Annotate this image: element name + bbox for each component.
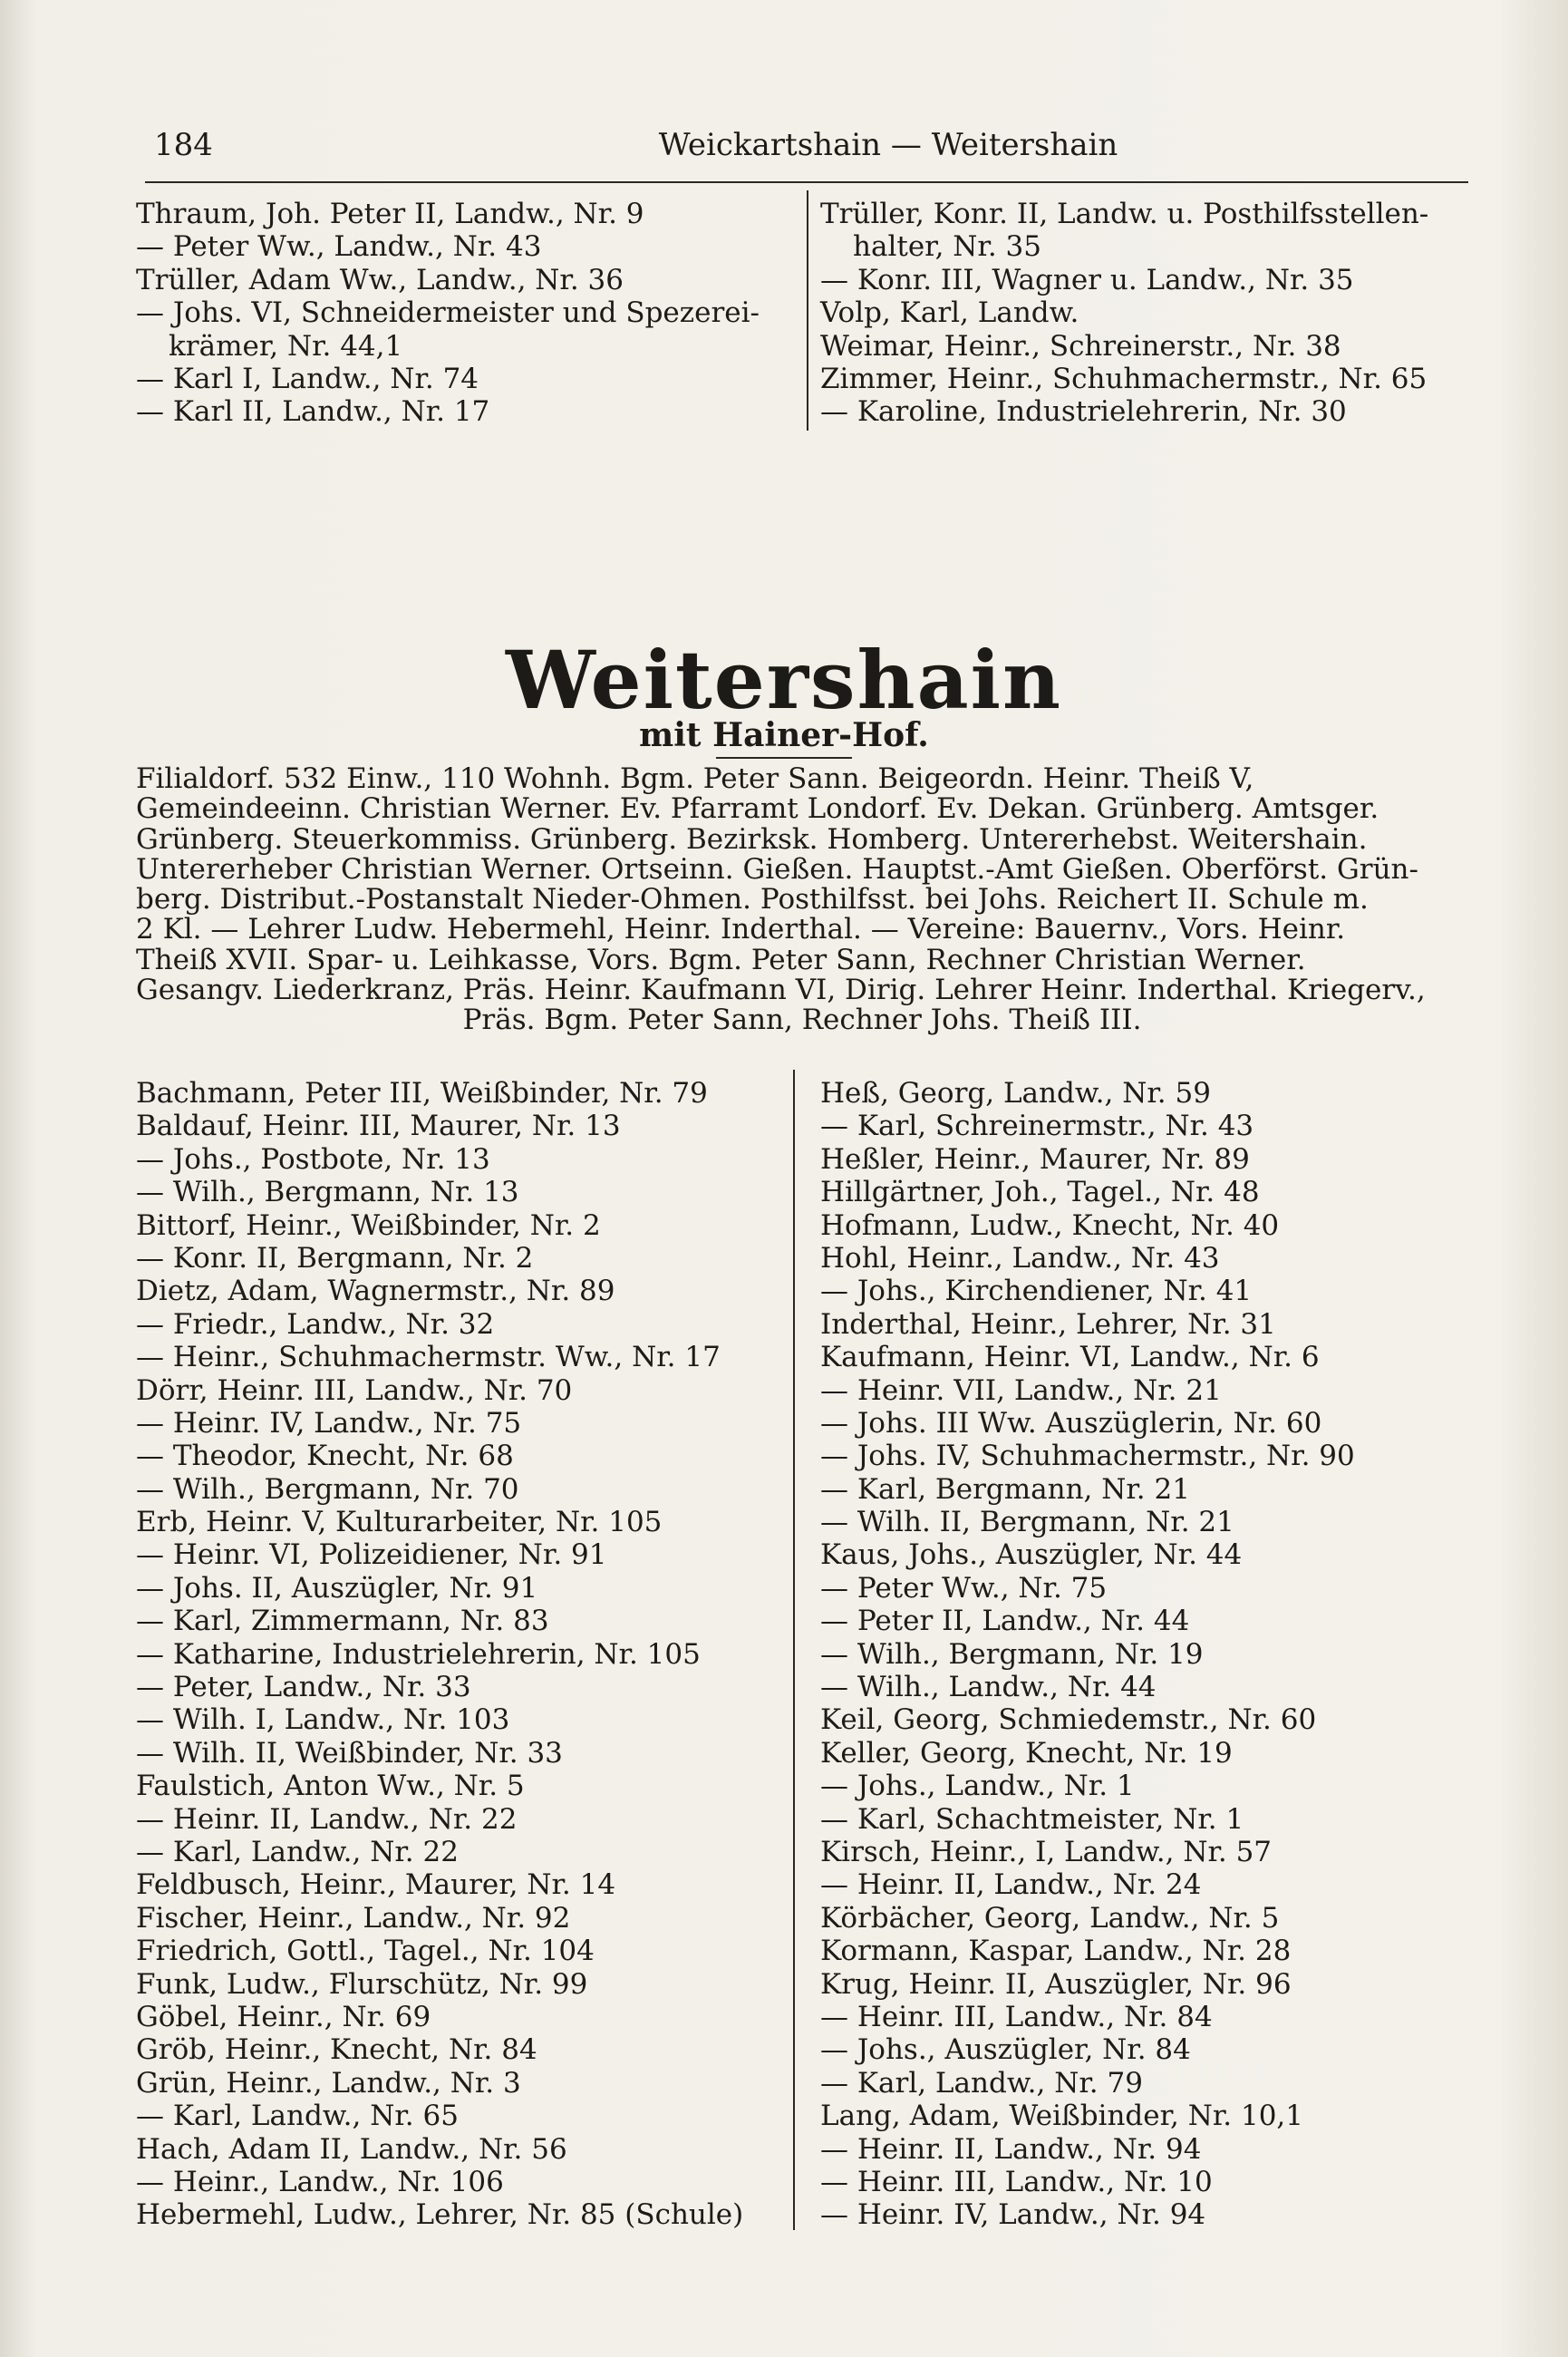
list-item: krämer, Nr. 44,1 bbox=[169, 329, 403, 363]
description-line: Untererheber Christian Werner. Ortseinn. Gießen. Hauptst.-Amt Gießen. Oberförst. Grün- bbox=[136, 854, 1418, 886]
list-item: Kaufmann, Heinr. VI, Landw., Nr. 6 bbox=[820, 1341, 1320, 1374]
list-item: Hofmann, Ludw., Knecht, Nr. 40 bbox=[820, 1208, 1280, 1242]
list-item: Dietz, Adam, Wagnermstr., Nr. 89 bbox=[136, 1275, 615, 1308]
list-item: Thraum, Joh. Peter II, Landw., Nr. 9 bbox=[136, 198, 644, 230]
list-item: Keil, Georg, Schmiedemstr., Nr. 60 bbox=[820, 1703, 1317, 1737]
list-item: — Karoline, Industrielehrerin, Nr. 30 bbox=[820, 395, 1347, 429]
description-line: Theiß XVII. Spar- u. Leihkasse, Vors. Bgm. Peter Sann, Rechner Christian Werner. bbox=[136, 945, 1306, 976]
residents-left-column bbox=[136, 1077, 770, 2232]
list-item: — Karl, Landw., Nr. 79 bbox=[820, 2066, 1143, 2100]
list-item: Heß, Georg, Landw., Nr. 59 bbox=[820, 1077, 1211, 1110]
page-number: 184 bbox=[154, 127, 213, 163]
list-item: — Karl, Schreinermstr., Nr. 43 bbox=[820, 1110, 1254, 1143]
list-item: — Johs., Postbote, Nr. 13 bbox=[136, 1142, 490, 1176]
list-item: — Heinr. III, Landw., Nr. 10 bbox=[820, 2165, 1213, 2198]
description-line: Filialdorf. 532 Einw., 110 Wohnh. Bgm. Peter Sann. Beigeordn. Heinr. Theiß V, bbox=[136, 764, 1254, 795]
list-item: — Karl, Landw., Nr. 22 bbox=[136, 1835, 459, 1868]
section-subtitle: mit Hainer-Hof. bbox=[639, 716, 929, 754]
list-item: Erb, Heinr. V, Kulturarbeiter, Nr. 105 bbox=[136, 1506, 663, 1539]
list-item: — Heinr. II, Landw., Nr. 24 bbox=[820, 1868, 1202, 1902]
list-item: — Karl, Schachtmeister, Nr. 1 bbox=[820, 1802, 1244, 1836]
list-item: Kirsch, Heinr., I, Landw., Nr. 57 bbox=[820, 1835, 1273, 1868]
description-line: Präs. Bgm. Peter Sann, Rechner Johs. Theiß III. bbox=[462, 1005, 1142, 1036]
list-item: Feldbusch, Heinr., Maurer, Nr. 14 bbox=[136, 1868, 616, 1902]
running-title: Weickartshain — Weitershain bbox=[658, 127, 1118, 163]
list-item: — Peter II, Landw., Nr. 44 bbox=[820, 1605, 1190, 1638]
list-item: Gröb, Heinr., Knecht, Nr. 84 bbox=[136, 2033, 537, 2067]
list-item: — Peter, Landw., Nr. 33 bbox=[136, 1671, 471, 1704]
description-line: Grünberg. Steuerkommiss. Grünberg. Bezirksk. Homberg. Untererhebst. Weitershain. bbox=[136, 824, 1368, 855]
list-item: — Wilh., Bergmann, Nr. 19 bbox=[820, 1637, 1204, 1671]
list-item: — Karl, Bergmann, Nr. 21 bbox=[820, 1472, 1190, 1506]
residents-right-column bbox=[820, 1077, 1473, 2232]
list-item: — Heinr. IV, Landw., Nr. 75 bbox=[136, 1406, 522, 1440]
list-item: — Wilh. I, Landw., Nr. 103 bbox=[136, 1703, 510, 1737]
list-item: Trüller, Konr. II, Landw. u. Posthilfsstellen- bbox=[820, 198, 1429, 230]
list-item: halter, Nr. 35 bbox=[853, 230, 1041, 264]
list-item: Faulstich, Anton Ww., Nr. 5 bbox=[136, 1770, 525, 1803]
list-item: Kormann, Kaspar, Landw., Nr. 28 bbox=[820, 1935, 1292, 1968]
list-item: — Peter Ww., Nr. 75 bbox=[820, 1571, 1108, 1605]
list-item: — Heinr. II, Landw., Nr. 94 bbox=[820, 2132, 1202, 2166]
section-title: Weitershain bbox=[505, 633, 1063, 727]
list-item: Funk, Ludw., Flurschütz, Nr. 99 bbox=[136, 1967, 588, 2001]
list-item: Körbächer, Georg, Landw., Nr. 5 bbox=[820, 1901, 1280, 1935]
town-description bbox=[136, 764, 1468, 1036]
list-item: — Karl, Zimmermann, Nr. 83 bbox=[136, 1605, 549, 1638]
list-item: Bittorf, Heinr., Weißbinder, Nr. 2 bbox=[136, 1208, 601, 1242]
list-item: Fischer, Heinr., Landw., Nr. 92 bbox=[136, 1901, 571, 1935]
list-item: — Johs. III Ww. Auszüglerin, Nr. 60 bbox=[820, 1406, 1322, 1440]
list-item: Inderthal, Heinr., Lehrer, Nr. 31 bbox=[820, 1307, 1276, 1341]
list-item: — Johs. II, Auszügler, Nr. 91 bbox=[136, 1571, 538, 1605]
list-item: — Heinr., Landw., Nr. 106 bbox=[136, 2165, 504, 2198]
list-item: — Karl I, Landw., Nr. 74 bbox=[136, 362, 479, 395]
list-item: Lang, Adam, Weißbinder, Nr. 10,1 bbox=[820, 2100, 1304, 2133]
list-item: Göbel, Heinr., Nr. 69 bbox=[136, 2000, 431, 2033]
list-item: Kaus, Johs., Auszügler, Nr. 44 bbox=[820, 1538, 1243, 1572]
list-item: Hebermehl, Ludw., Lehrer, Nr. 85 (Schule) bbox=[136, 2198, 744, 2232]
list-item: — Wilh. II, Bergmann, Nr. 21 bbox=[820, 1506, 1234, 1539]
list-item: — Johs. IV, Schuhmachermstr., Nr. 90 bbox=[820, 1440, 1355, 1473]
list-item: — Wilh., Bergmann, Nr. 70 bbox=[136, 1472, 519, 1506]
list-item: Baldauf, Heinr. III, Maurer, Nr. 13 bbox=[136, 1110, 621, 1143]
list-item: Hillgärtner, Joh., Tagel., Nr. 48 bbox=[820, 1176, 1260, 1209]
list-item: — Johs. VI, Schneidermeister und Spezerei- bbox=[136, 296, 760, 330]
list-item: Trüller, Adam Ww., Landw., Nr. 36 bbox=[136, 263, 624, 296]
description-line: Gesangv. Liederkranz, Präs. Heinr. Kaufmann VI, Dirig. Lehrer Heinr. Inderthal. Kriegerv., bbox=[136, 975, 1426, 1006]
list-item: — Wilh., Bergmann, Nr. 13 bbox=[136, 1176, 519, 1209]
column-divider bbox=[807, 190, 808, 431]
page-header bbox=[154, 127, 1118, 172]
list-item: — Heinr. IV, Landw., Nr. 94 bbox=[820, 2198, 1206, 2232]
list-item: — Wilh. II, Weißbinder, Nr. 33 bbox=[136, 1736, 563, 1770]
list-item: — Johs., Landw., Nr. 1 bbox=[820, 1770, 1135, 1803]
list-item: — Heinr. III, Landw., Nr. 84 bbox=[820, 2000, 1213, 2033]
list-item: — Peter Ww., Landw., Nr. 43 bbox=[136, 230, 542, 264]
list-item: — Konr. II, Bergmann, Nr. 2 bbox=[136, 1241, 534, 1275]
list-item: Weimar, Heinr., Schreinerstr., Nr. 38 bbox=[820, 329, 1341, 363]
list-item: — Friedr., Landw., Nr. 32 bbox=[136, 1307, 495, 1341]
list-item: Zimmer, Heinr., Schuhmachermstr., Nr. 65 bbox=[820, 362, 1428, 395]
list-item: — Heinr. VI, Polizeidiener, Nr. 91 bbox=[136, 1538, 607, 1572]
list-item: — Karl, Landw., Nr. 65 bbox=[136, 2100, 459, 2133]
list-item: Friedrich, Gottl., Tagel., Nr. 104 bbox=[136, 1935, 595, 1968]
list-item: — Heinr., Schuhmachermstr. Ww., Nr. 17 bbox=[136, 1341, 721, 1374]
list-item: — Heinr. II, Landw., Nr. 22 bbox=[136, 1802, 518, 1836]
description-line: 2 Kl. — Lehrer Ludw. Hebermehl, Heinr. Inderthal. — Vereine: Bauernv., Vors. Heinr. bbox=[136, 915, 1346, 946]
list-item: Krug, Heinr. II, Auszügler, Nr. 96 bbox=[820, 1967, 1292, 2001]
list-item: Hohl, Heinr., Landw., Nr. 43 bbox=[820, 1241, 1220, 1275]
list-item: — Wilh., Landw., Nr. 44 bbox=[820, 1671, 1157, 1704]
list-item: — Theodor, Knecht, Nr. 68 bbox=[136, 1440, 514, 1473]
list-item: — Heinr. VII, Landw., Nr. 21 bbox=[820, 1373, 1222, 1407]
header-rule bbox=[145, 181, 1468, 183]
description-line: berg. Distribut.-Postanstalt Nieder-Ohmen. Posthilfsst. bei Johs. Reichert II. Schule m. bbox=[136, 885, 1369, 916]
top-left-column bbox=[136, 198, 807, 429]
column-divider bbox=[793, 1070, 795, 2230]
list-item: — Johs., Kirchendiener, Nr. 41 bbox=[820, 1275, 1253, 1308]
top-right-column bbox=[820, 198, 1473, 429]
list-item: Dörr, Heinr. III, Landw., Nr. 70 bbox=[136, 1373, 573, 1407]
list-item: Volp, Karl, Landw. bbox=[820, 296, 1079, 330]
list-item: Grün, Heinr., Landw., Nr. 3 bbox=[136, 2066, 521, 2100]
list-item: — Karl II, Landw., Nr. 17 bbox=[136, 395, 490, 429]
list-item: — Katharine, Industrielehrerin, Nr. 105 bbox=[136, 1637, 701, 1671]
list-item: Hach, Adam II, Landw., Nr. 56 bbox=[136, 2132, 567, 2166]
list-item: Heßler, Heinr., Maurer, Nr. 89 bbox=[820, 1142, 1250, 1176]
list-item: — Konr. III, Wagner u. Landw., Nr. 35 bbox=[820, 263, 1354, 296]
list-item: Bachmann, Peter III, Weißbinder, Nr. 79 bbox=[136, 1077, 708, 1110]
subtitle-rule bbox=[716, 757, 852, 759]
description-line: Gemeindeeinn. Christian Werner. Ev. Pfarramt Londorf. Ev. Dekan. Grünberg. Amtsger. bbox=[136, 794, 1379, 825]
list-item: — Johs., Auszügler, Nr. 84 bbox=[820, 2033, 1191, 2067]
list-item: Keller, Georg, Knecht, Nr. 19 bbox=[820, 1736, 1233, 1770]
